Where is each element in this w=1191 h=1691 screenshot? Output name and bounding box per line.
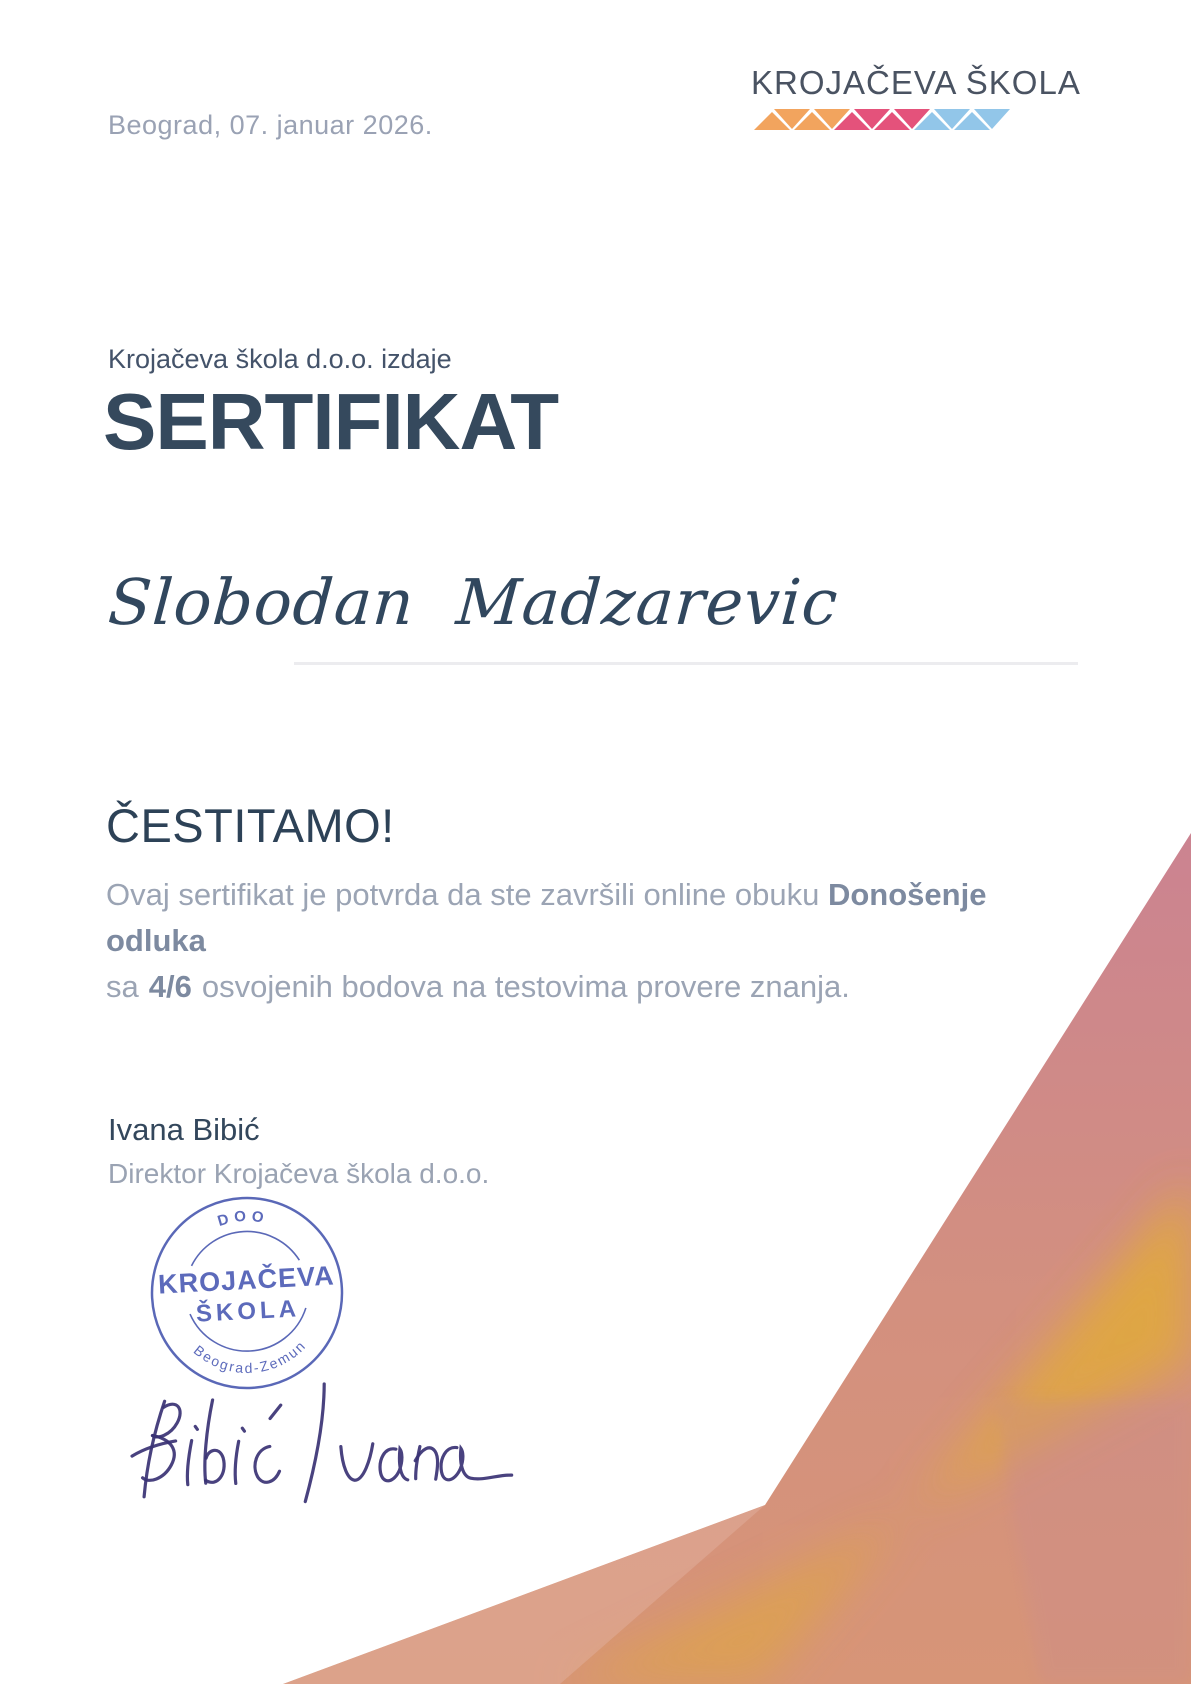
body-text: osvojenih bodova na testovima provere znanja.: [201, 969, 850, 1004]
stamp-center-line1: KROJAČEVA: [157, 1260, 336, 1300]
logo-triangle-band-icon: [753, 109, 1011, 131]
stamp-bottom-text: Beograd-Zemun: [190, 1336, 310, 1377]
handwritten-signature: [0, 0, 582, 1691]
body-text: Ovaj sertifikat je potvrda da ste završili online obuku: [106, 877, 828, 912]
stamp-top-text: DOO: [215, 1207, 270, 1230]
course-name: Donošenje odluka: [106, 877, 987, 958]
certificate-title: SERTIFIKAT: [103, 377, 559, 466]
congrats-heading: ČESTITAMO!: [106, 799, 395, 852]
signatory-title: Direktor Krojačeva škola d.o.o.: [108, 1158, 490, 1189]
stamp-center-line2: ŠKOLA: [195, 1295, 301, 1328]
issuer-line: Krojačeva škola d.o.o. izdaje: [108, 344, 452, 374]
recipient-name: Slobodan Madzarevic: [106, 566, 841, 639]
logo-wordmark: KROJAČEVA ŠKOLA: [751, 64, 1081, 101]
score-value: 4/6: [148, 969, 192, 1004]
date-location: Beograd, 07. januar 2026.: [108, 110, 433, 140]
body-text: sa: [106, 969, 139, 1004]
signatory-name: Ivana Bibić: [108, 1112, 260, 1147]
